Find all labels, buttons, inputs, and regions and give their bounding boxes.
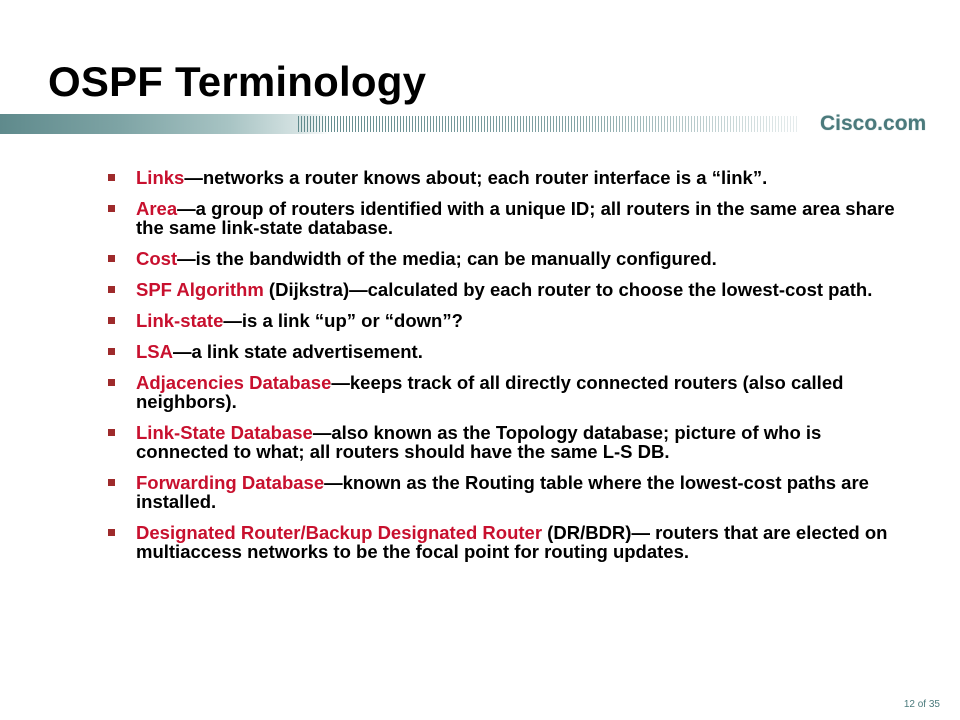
- square-bullet-icon: [108, 379, 115, 386]
- slide-title: OSPF Terminology: [48, 58, 427, 105]
- bullet-link-state: [108, 311, 898, 330]
- page-number: 12 of 35: [903, 699, 940, 710]
- bullet-term: Links: [136, 167, 185, 188]
- bullet-links: [108, 168, 898, 187]
- bullet-text: —a link state advertisement.: [173, 341, 423, 362]
- bullet-term: Adjacencies Database: [136, 372, 332, 393]
- bullet-text: —a group of routers identified with a unique ID; all routers in the same area share the same link-state database.: [136, 198, 895, 238]
- bullet-list: [108, 168, 898, 573]
- bullet-designated-router: [108, 523, 898, 561]
- square-bullet-icon: [108, 255, 115, 262]
- square-bullet-icon: [108, 286, 115, 293]
- bullet-link-state-database: [108, 423, 898, 461]
- square-bullet-icon: [108, 174, 115, 181]
- cisco-logo: Cisco.com: [820, 112, 927, 135]
- bullet-text: (Dijkstra)—calculated by each router to choose the lowest-cost path.: [263, 279, 873, 300]
- bullet-text: —keeps track of all directly connected routers (also called neighbors).: [136, 372, 844, 412]
- bullet-term: Forwarding Database: [136, 472, 325, 493]
- square-bullet-icon: [108, 348, 115, 355]
- bullet-spf-algorithm: [108, 280, 898, 299]
- bullet-text: —also known as the Topology database; picture of who is connected to what; all routers should have the same L-S DB.: [136, 422, 822, 462]
- bullet-term: SPF Algorithm: [136, 279, 264, 300]
- bullet-text: (DR/BDR)— routers that are elected on multiaccess networks to be the focal point for routing updates.: [136, 522, 888, 562]
- header-barcode-pattern: [298, 116, 798, 132]
- bullet-text: —networks a router knows about; each router interface is a “link”.: [184, 167, 768, 188]
- square-bullet-icon: [108, 317, 115, 324]
- square-bullet-icon: [108, 429, 115, 436]
- bullet-term: Link-State Database: [136, 422, 313, 443]
- square-bullet-icon: [108, 529, 115, 536]
- bullet-text: —is a link “up” or “down”?: [223, 310, 463, 331]
- bullet-term: Designated Router/Backup Designated Router: [136, 522, 543, 543]
- bullet-term: Link-state: [136, 310, 224, 331]
- bullet-term: Cost: [136, 248, 178, 269]
- bullet-lsa: [108, 342, 898, 361]
- bullet-area: [108, 199, 898, 237]
- square-bullet-icon: [108, 205, 115, 212]
- bullet-term: LSA: [136, 341, 173, 362]
- bullet-cost: [108, 249, 898, 268]
- bullet-term: Area: [136, 198, 178, 219]
- bullet-forwarding-database: [108, 473, 898, 511]
- bullet-text: —is the bandwidth of the media; can be manually configured.: [177, 248, 717, 269]
- bullet-adjacencies-database: [108, 373, 898, 411]
- square-bullet-icon: [108, 479, 115, 486]
- bullet-text: —known as the Routing table where the lowest-cost paths are installed.: [136, 472, 869, 512]
